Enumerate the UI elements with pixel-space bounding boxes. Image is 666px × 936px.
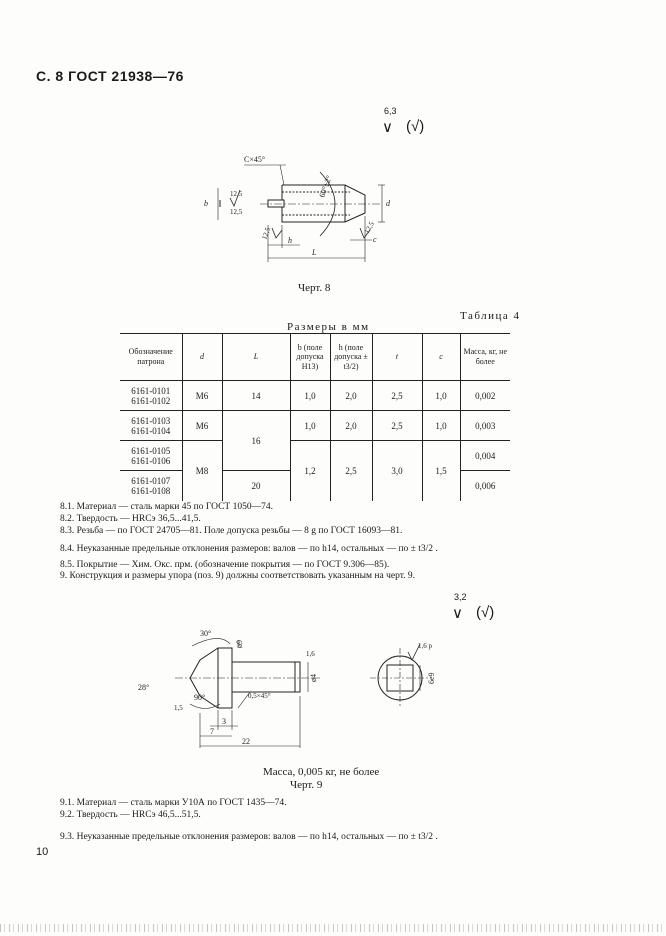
dim-rough-1: 12,5 bbox=[230, 190, 243, 198]
note-line: 8.4. Неуказанные предельные отклонения размеров: валов — по h14, остальных — по ± t3/2 . bbox=[60, 543, 438, 554]
note-line: 8.1. Материал — сталь марки 45 по ГОСТ 1050—74. bbox=[60, 502, 273, 512]
header-mass: Масса, кг, не более bbox=[460, 334, 510, 381]
cell-codes: 6161-0101 6161-0102 bbox=[131, 385, 171, 406]
cell-t: 2,5 bbox=[372, 411, 422, 441]
cell-L: 20 bbox=[222, 471, 290, 501]
table-row bbox=[120, 411, 510, 441]
notes-section-8 bbox=[60, 502, 438, 583]
note-line: 9. Конструкция и размеры упора (поз. 9) должны соответствовать указанным на черт. 9. bbox=[60, 571, 416, 582]
roughness-symbol: (√) bbox=[406, 118, 425, 135]
dim-length-3: 3 bbox=[222, 717, 226, 726]
check-icon: ∨ bbox=[382, 119, 393, 136]
check-icon: ∨ bbox=[452, 605, 463, 622]
dim-L: L bbox=[312, 248, 317, 257]
note-line: 9.3. Неуказанные предельные отклонения размеров: валов — по h14, остальных — по ± t3/2 . bbox=[60, 831, 438, 842]
dim-rough-4: 12,5 bbox=[362, 220, 376, 235]
cell-c: 1,0 bbox=[422, 381, 460, 411]
header-designation: Обозначение патрона bbox=[120, 334, 182, 381]
dim-diameter-4: ø4 bbox=[309, 674, 318, 682]
cell-t: 2,5 bbox=[372, 381, 422, 411]
roughness-symbol: (√) bbox=[476, 604, 495, 621]
cell-h: 2,0 bbox=[330, 411, 372, 441]
dim-angle-90: 90° bbox=[194, 693, 206, 702]
cell-d: M8 bbox=[182, 441, 222, 501]
cell-L: 16 bbox=[222, 411, 290, 471]
dim-chamfer: C×45° bbox=[244, 155, 266, 164]
header-c: c bbox=[422, 334, 460, 381]
cell-b: 1,2 bbox=[290, 441, 330, 501]
dim-angle: 60°±2° bbox=[317, 174, 334, 199]
dim-angle-30: 30° bbox=[200, 629, 212, 638]
notes-section-9 bbox=[60, 798, 438, 844]
table-4 bbox=[120, 333, 510, 501]
cell-mass: 0,004 bbox=[460, 441, 510, 471]
note-line: 8.5. Покрытие — Хим. Окс. прм. (обозначение покрытия — по ГОСТ 9.306—85). bbox=[60, 559, 390, 570]
table-caption: Размеры в мм bbox=[287, 321, 370, 333]
drawing-9-mass: Масса, 0,005 кг, не более bbox=[263, 766, 380, 778]
cell-t: 3,0 bbox=[372, 441, 422, 501]
dim-length-22: 22 bbox=[242, 737, 250, 746]
table-header-row bbox=[120, 334, 510, 381]
dim-rough-2: 12,5 bbox=[230, 208, 243, 216]
dim-angle-28: 28° bbox=[138, 683, 150, 692]
dim-diameter-9: ø9 bbox=[235, 640, 244, 648]
cell-c: 1,5 bbox=[422, 441, 460, 501]
cell-d: M6 bbox=[182, 381, 222, 411]
table-row bbox=[120, 381, 510, 411]
cell-codes: 6161-0103 6161-0104 bbox=[131, 415, 171, 436]
dim-rough-3: 12,5 bbox=[260, 226, 273, 241]
stop-shank bbox=[232, 662, 300, 692]
dim-rough-1-5: 1,5 bbox=[174, 704, 183, 712]
header-t: t bbox=[372, 334, 422, 381]
table-label: Таблица 4 bbox=[460, 310, 521, 322]
dim-h: h bbox=[288, 236, 292, 245]
page-number: 10 bbox=[36, 846, 49, 858]
cell-L: 14 bbox=[222, 381, 290, 411]
drawing-9-caption: Черт. 9 bbox=[290, 779, 323, 791]
note-line: 9.2. Твердость — HRCэ 46,5...51,5. bbox=[60, 809, 201, 820]
dim-b: b bbox=[204, 199, 208, 208]
page-header: С. 8 ГОСТ 21938—76 bbox=[36, 68, 184, 84]
cell-mass: 0,003 bbox=[460, 411, 510, 441]
header-b: b (поле допуска H13) bbox=[290, 334, 330, 381]
cell-h: 2,5 bbox=[330, 441, 372, 501]
dim-rough-1-6: 1,6 bbox=[306, 650, 315, 658]
dim-c: c bbox=[373, 235, 377, 244]
cell-c: 1,0 bbox=[422, 411, 460, 441]
drawing-8-caption: Черт. 8 bbox=[298, 282, 331, 294]
drawing-9 bbox=[130, 618, 490, 758]
note-line: 8.3. Резьба — по ГОСТ 24705—81. Поле допуска резьбы — 8 g по ГОСТ 16093—81. bbox=[60, 525, 403, 536]
cell-codes: 6161-0107 6161-0108 bbox=[120, 471, 182, 501]
dim-square: 6е9 bbox=[427, 672, 436, 684]
dim-rough-1-6-end: 1,6 р bbox=[418, 642, 432, 650]
dim-chamfer: 0,5×45° bbox=[248, 692, 271, 700]
scan-noise-border bbox=[0, 924, 666, 932]
drawing-8 bbox=[200, 150, 400, 270]
header-d: d bbox=[182, 334, 222, 381]
note-line: 8.2. Твердость — HRCэ 36,5...41,5. bbox=[60, 513, 201, 524]
cell-d: M6 bbox=[182, 411, 222, 441]
header-h: h (поле допуска ± t3/2) bbox=[330, 334, 372, 381]
dim-d: d bbox=[386, 199, 390, 208]
roughness-value: 6,3 bbox=[384, 106, 397, 116]
cell-mass: 0,006 bbox=[460, 471, 510, 501]
header-L: L bbox=[222, 334, 290, 381]
table-row bbox=[120, 441, 510, 471]
note-line: 9.1. Материал — сталь марки У10А по ГОСТ 1435—74. bbox=[60, 798, 287, 808]
cell-h: 2,0 bbox=[330, 381, 372, 411]
cell-mass: 0,002 bbox=[460, 381, 510, 411]
cell-codes: 6161-0105 6161-0106 bbox=[131, 445, 171, 466]
cell-b: 1,0 bbox=[290, 381, 330, 411]
cell-b: 1,0 bbox=[290, 411, 330, 441]
dim-length-7: 7 bbox=[210, 727, 214, 736]
roughness-value: 3,2 bbox=[454, 592, 467, 602]
